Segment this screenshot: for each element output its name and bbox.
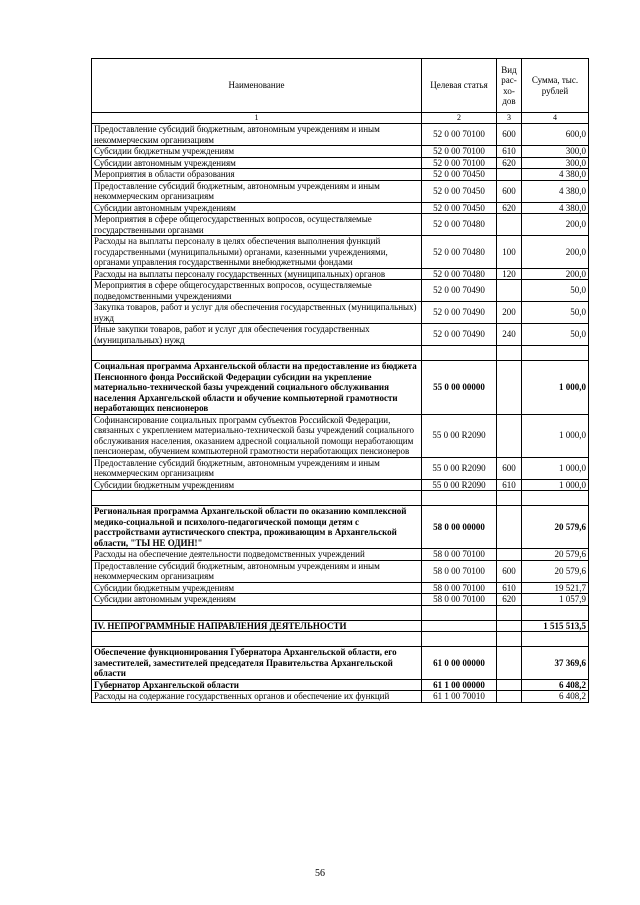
table-row (92, 202, 589, 214)
row-name: Мероприятия в сфере общегосударственных вопросов, осуществляемые подведомственными учреждениями (92, 280, 422, 302)
spacer-row (92, 346, 589, 361)
row-target-article: 58 0 00 70100 (422, 582, 497, 594)
row-target-article: 52 0 00 70450 (422, 180, 497, 202)
row-target-article: 52 0 00 70480 (422, 236, 497, 269)
row-name: Субсидии бюджетным учреждениям (92, 146, 422, 158)
header-expense-type: Вид рас-хо-дов (497, 59, 522, 113)
table-row (92, 268, 589, 280)
spacer-row (92, 491, 589, 506)
row-name: IV. НЕПРОГРАММНЫЕ НАПРАВЛЕНИЯ ДЕЯТЕЛЬНОСТИ (92, 620, 422, 632)
empty-cell (422, 346, 497, 361)
row-sum: 20 579,6 (522, 549, 589, 561)
table-row (92, 414, 589, 457)
row-sum: 1 000,0 (522, 479, 589, 491)
row-expense-type: 600 (497, 560, 522, 582)
row-name: Предоставление субсидий бюджетным, автономным учреждениям и иным некоммерческим организациям (92, 124, 422, 146)
spacer-row (92, 632, 589, 647)
table-row (92, 236, 589, 269)
row-sum: 37 369,6 (522, 647, 589, 680)
row-expense-type: 240 (497, 324, 522, 346)
table-row (92, 549, 589, 561)
row-target-article: 52 0 00 70100 (422, 146, 497, 158)
row-expense-type: 610 (497, 582, 522, 594)
table-row (92, 457, 589, 479)
row-sum: 20 579,6 (522, 506, 589, 549)
row-expense-type: 610 (497, 479, 522, 491)
row-expense-type: 620 (497, 594, 522, 606)
row-sum: 4 380,0 (522, 169, 589, 181)
page-number: 56 (315, 868, 325, 879)
row-name: Закупка товаров, работ и услуг для обеспечения государственных (муниципальных) нужд (92, 302, 422, 324)
row-target-article: 52 0 00 70490 (422, 302, 497, 324)
empty-cell (497, 605, 522, 620)
table-row (92, 506, 589, 549)
empty-cell (522, 605, 589, 620)
row-expense-type (497, 169, 522, 181)
row-expense-type: 100 (497, 236, 522, 269)
row-target-article: 55 0 00 R2090 (422, 479, 497, 491)
table-row (92, 146, 589, 158)
table-row (92, 582, 589, 594)
row-sum: 1 057,9 (522, 594, 589, 606)
row-sum: 200,0 (522, 268, 589, 280)
row-target-article: 61 0 00 00000 (422, 647, 497, 680)
row-expense-type: 600 (497, 124, 522, 146)
empty-cell (92, 632, 422, 647)
table-row (92, 560, 589, 582)
row-expense-type (497, 506, 522, 549)
table-row (92, 280, 589, 302)
row-name: Расходы на выплаты персоналу в целях обеспечения выполнения функций государственными (муниципальными) органами, казенными учреждениями, органами управления государственными внебюджетными фондами (92, 236, 422, 269)
table-row (92, 361, 589, 415)
header-target-article: Целевая статья (422, 59, 497, 113)
row-name: Мероприятия в сфере общегосударственных вопросов, осуществляемые государственными органами (92, 214, 422, 236)
row-expense-type (497, 620, 522, 632)
empty-cell (422, 491, 497, 506)
table-row (92, 180, 589, 202)
row-sum: 50,0 (522, 302, 589, 324)
table-row (92, 169, 589, 181)
row-sum: 200,0 (522, 236, 589, 269)
row-expense-type (497, 647, 522, 680)
empty-cell (92, 346, 422, 361)
row-name: Расходы на выплаты персоналу государственных (муниципальных) органов (92, 268, 422, 280)
row-sum: 1 000,0 (522, 414, 589, 457)
row-name: Предоставление субсидий бюджетным, автономным учреждениям и иным некоммерческим организациям (92, 560, 422, 582)
row-expense-type (497, 214, 522, 236)
row-target-article: 61 1 00 00000 (422, 679, 497, 691)
row-target-article: 58 0 00 70100 (422, 560, 497, 582)
row-sum: 19 521,7 (522, 582, 589, 594)
column-number: 1 (92, 113, 422, 124)
table-row (92, 647, 589, 680)
row-name: Мероприятия в области образования (92, 169, 422, 181)
row-sum: 1 515 513,5 (522, 620, 589, 632)
row-target-article: 55 0 00 R2090 (422, 457, 497, 479)
row-sum: 6 408,2 (522, 679, 589, 691)
row-expense-type (497, 679, 522, 691)
row-name: Субсидии бюджетным учреждениям (92, 479, 422, 491)
row-target-article: 58 0 00 70100 (422, 594, 497, 606)
empty-cell (497, 346, 522, 361)
row-sum: 50,0 (522, 324, 589, 346)
row-sum: 1 000,0 (522, 361, 589, 415)
row-name: Софинансирование социальных программ субъектов Российской Федерации, связанных с укреплением материально-технической базы учреждений социального обслуживания населения, оказанием адресной социальной помощи неработающим пенсионерам, обучением компьютерной грамотности неработающих пенсионеров (92, 414, 422, 457)
table-row (92, 620, 589, 632)
row-name: Субсидии автономным учреждениям (92, 202, 422, 214)
table-row (92, 594, 589, 606)
row-expense-type: 610 (497, 146, 522, 158)
row-target-article: 52 0 00 70480 (422, 268, 497, 280)
table-row (92, 302, 589, 324)
row-target-article: 58 0 00 00000 (422, 506, 497, 549)
column-number: 4 (522, 113, 589, 124)
table-row (92, 324, 589, 346)
table-row (92, 214, 589, 236)
row-name: Социальная программа Архангельской области на предоставление из бюджета Пенсионного фонда Российской Федерации субсидии на укрепление материально-технической базы учреждений социального обслуживания населения Архангельской области и обучение компьютерной грамотности неработающих пенсионеров (92, 361, 422, 415)
row-expense-type (497, 361, 522, 415)
row-sum: 50,0 (522, 280, 589, 302)
empty-cell (497, 491, 522, 506)
row-expense-type (497, 549, 522, 561)
row-target-article: 52 0 00 70490 (422, 280, 497, 302)
row-expense-type: 600 (497, 180, 522, 202)
row-sum: 4 380,0 (522, 202, 589, 214)
row-target-article: 52 0 00 70100 (422, 124, 497, 146)
row-sum: 300,0 (522, 146, 589, 158)
budget-table (91, 58, 589, 703)
row-expense-type: 120 (497, 268, 522, 280)
row-target-article (422, 620, 497, 632)
row-expense-type: 600 (497, 457, 522, 479)
row-expense-type (497, 280, 522, 302)
empty-cell (522, 491, 589, 506)
header-sum: Сумма, тыс. рублей (522, 59, 589, 113)
row-target-article: 52 0 00 70450 (422, 169, 497, 181)
empty-cell (422, 605, 497, 620)
empty-cell (92, 605, 422, 620)
row-target-article: 55 0 00 00000 (422, 361, 497, 415)
table-row (92, 124, 589, 146)
row-target-article: 61 1 00 70010 (422, 691, 497, 703)
row-name: Региональная программа Архангельской области по оказанию комплексной медико-социальной и психолого-педагогической помощи детям с расстройствами аутистического спектра, проживающим в Архангельской области, "ТЫ НЕ ОДИН!" (92, 506, 422, 549)
row-target-article: 52 0 00 70100 (422, 157, 497, 169)
table-body (92, 124, 589, 703)
row-name: Иные закупки товаров, работ и услуг для обеспечения государственных (муниципальных) нужд (92, 324, 422, 346)
row-expense-type: 620 (497, 202, 522, 214)
spacer-row (92, 605, 589, 620)
row-name: Субсидии бюджетным учреждениям (92, 582, 422, 594)
row-sum: 600,0 (522, 124, 589, 146)
row-target-article: 52 0 00 70450 (422, 202, 497, 214)
row-expense-type: 200 (497, 302, 522, 324)
column-number: 2 (422, 113, 497, 124)
header-name: Наименование (92, 59, 422, 113)
row-name: Губернатор Архангельской области (92, 679, 422, 691)
row-expense-type: 620 (497, 157, 522, 169)
row-sum: 300,0 (522, 157, 589, 169)
row-target-article: 55 0 00 R2090 (422, 414, 497, 457)
table-row (92, 479, 589, 491)
row-target-article: 52 0 00 70480 (422, 214, 497, 236)
table-row (92, 157, 589, 169)
row-sum: 200,0 (522, 214, 589, 236)
table-row (92, 679, 589, 691)
column-number-row (92, 113, 589, 124)
empty-cell (92, 491, 422, 506)
row-target-article: 52 0 00 70490 (422, 324, 497, 346)
row-expense-type (497, 691, 522, 703)
row-name: Расходы на содержание государственных органов и обеспечение их функций (92, 691, 422, 703)
empty-cell (522, 632, 589, 647)
row-sum: 6 408,2 (522, 691, 589, 703)
empty-cell (522, 346, 589, 361)
empty-cell (422, 632, 497, 647)
table-row (92, 691, 589, 703)
empty-cell (497, 632, 522, 647)
row-sum: 1 000,0 (522, 457, 589, 479)
row-sum: 4 380,0 (522, 180, 589, 202)
row-name: Субсидии автономным учреждениям (92, 157, 422, 169)
row-target-article: 58 0 00 70100 (422, 549, 497, 561)
row-name: Предоставление субсидий бюджетным, автономным учреждениям и иным некоммерческим организациям (92, 180, 422, 202)
row-name: Обеспечение функционирования Губернатора Архангельской области, его заместителей, заместителей председателя Правительства Архангельской области (92, 647, 422, 680)
column-number: 3 (497, 113, 522, 124)
row-sum: 20 579,6 (522, 560, 589, 582)
row-name: Субсидии автономным учреждениям (92, 594, 422, 606)
row-expense-type (497, 414, 522, 457)
row-name: Предоставление субсидий бюджетным, автономным учреждениям и иным некоммерческим организациям (92, 457, 422, 479)
table-header (92, 59, 589, 124)
row-name: Расходы на обеспечение деятельности подведомственных учреждений (92, 549, 422, 561)
